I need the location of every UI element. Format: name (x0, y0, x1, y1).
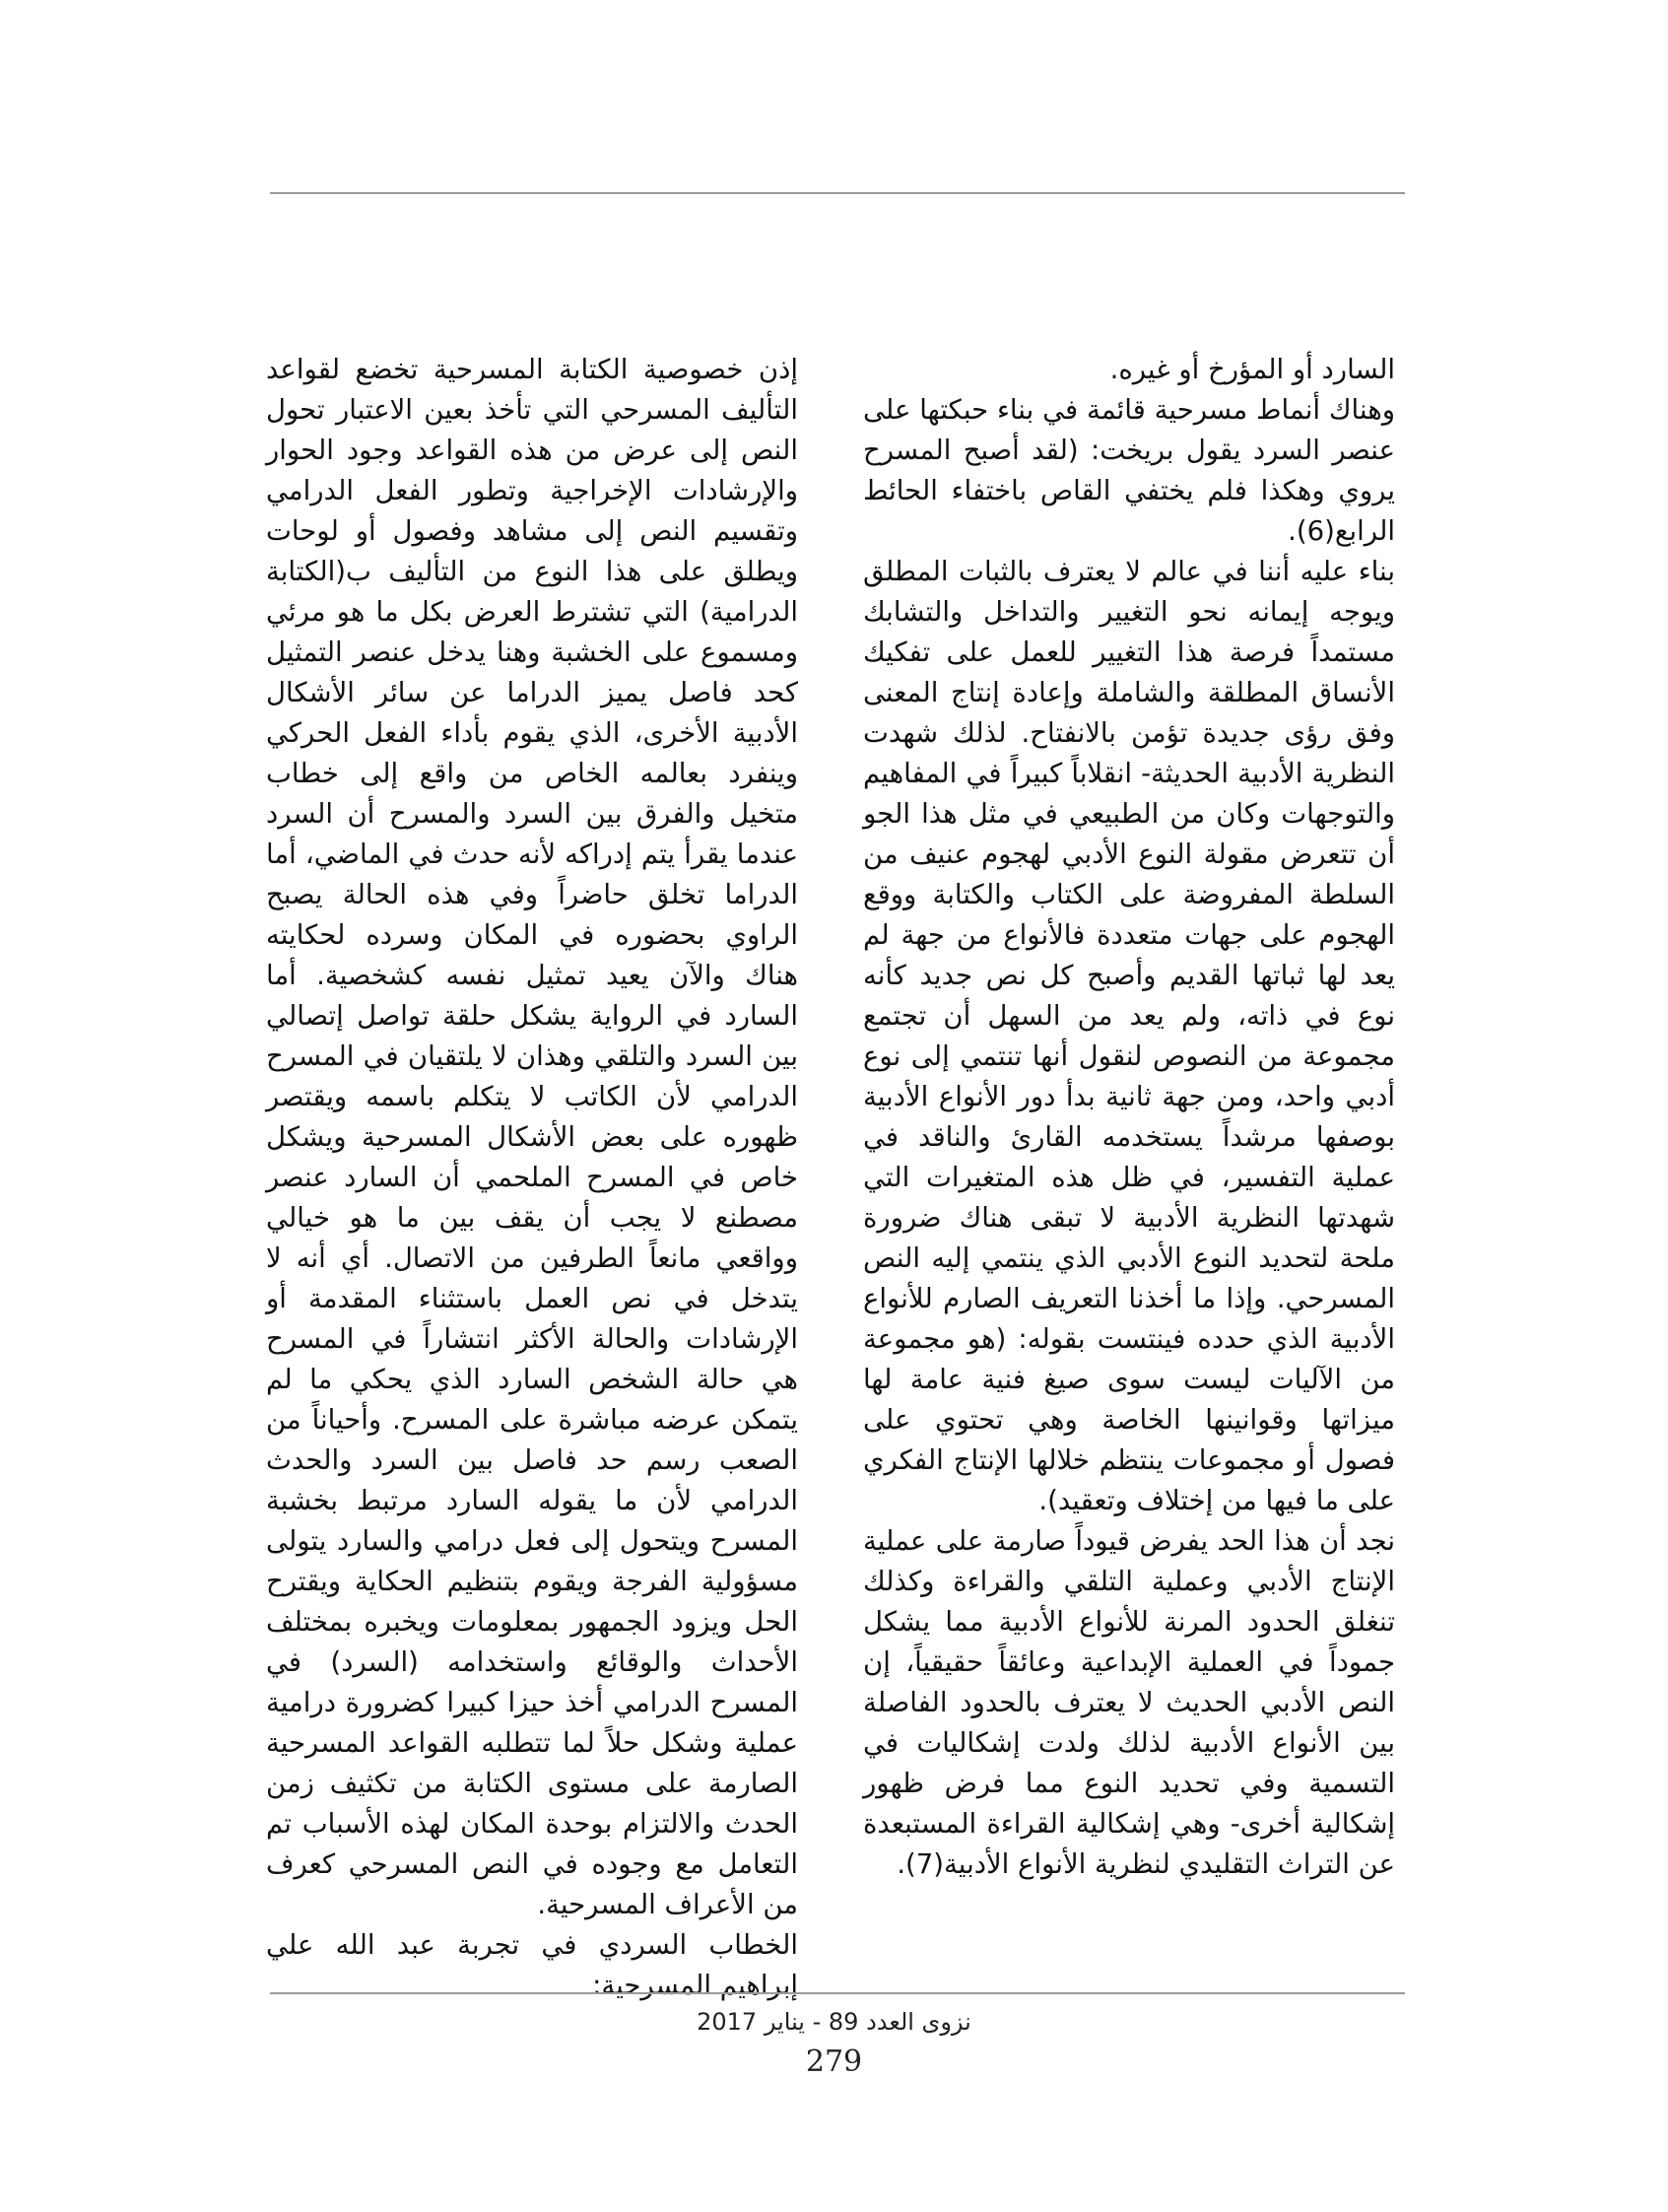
top-rule (270, 192, 1405, 194)
bottom-rule (270, 1992, 1405, 1994)
article-column-right (863, 350, 1395, 1885)
footer-issue-line: نزوى العدد 89 - يناير 2017 (697, 2008, 971, 2036)
paragraph: نجد أن هذا الحد يفرض قيوداً صارمة على عملية الإنتاج الأدبي وعملية التلقي والقراءة وكذلك تنغلق الحدود المرنة للأنواع الأدبية مما يشكل جموداً في العملية الإبداعية وعائقاً حقيقياً، إن النص الأدبي الحديث لا يعترف بالحدود الفاصلة بين الأنواع الأدبية لذلك ولدت إشكاليات في التسمية وفي تحديد النوع مما فرض ظهور إشكالية أخرى- وهي إشكالية القراءة المستبعدة عن التراث التقليدي لنظرية الأنواع الأدبية(7). (863, 1525, 1395, 1880)
paragraph: وهناك أنماط مسرحية قائمة في بناء حبكتها على عنصر السرد يقول بريخت: (لقد أصبح المسرح يروي وهكذا فلم يختفي القاص باختفاء الحائط الرابع(6). (863, 394, 1395, 547)
article-column-left (266, 350, 798, 2006)
paragraph: السارد أو المؤرخ أو غيره. (1109, 354, 1395, 385)
section-heading: الخطاب السردي في تجربة عبد الله علي إبراهيم المسرحية: (266, 1929, 798, 2001)
page-number: 279 (805, 2044, 863, 2079)
paragraph: بناء عليه أننا في عالم لا يعترف بالثبات المطلق ويوجه إيمانه نحو التغيير والتداخل والتشابك مستمداً فرصة هذا التغيير للعمل على تفكيك الأنساق المطلقة والشاملة وإعادة إنتاج المعنى وفق رؤى جديدة تؤمن بالانفتاح. لذلك شهدت النظرية الأدبية الحديثة- انقلاباً كبيراً في المفاهيم والتوجهات وكان من الطبيعي في مثل هذا الجو أن تتعرض مقولة النوع الأدبي لهجوم عنيف من السلطة المفروضة على الكتاب والكتابة ووقع الهجوم على جهات متعددة فالأنواع من جهة لم يعد لها ثباتها القديم وأصبح كل نص جديد كأنه نوع في ذاته، ولم يعد من السهل أن تجتمع مجموعة من النصوص لنقول أنها تنتمي إلى نوع أدبي واحد، ومن جهة ثانية بدأ دور الأنواع الأدبية بوصفها مرشداً يستخدمه القارئ والناقد في عملية التفسير، في ظل هذه المتغيرات التي شهدتها النظرية الأدبية لا تبقى هناك ضرورة ملحة لتحديد النوع الأدبي الذي ينتمي إليه النص المسرحي. وإذا ما أخذنا التعريف الصارم للأنواع الأدبية الذي حدده فينتست بقوله: (هو مجموعة من الآليات ليست سوى صيغ فنية عامة لها ميزاتها وقوانينها الخاصة وهي تحتوي على فصول أو مجموعات ينتظم خلالها الإنتاج الفكري على ما فيها من إختلاف وتعقيد). (863, 556, 1395, 1516)
paragraph: إذن خصوصية الكتابة المسرحية تخضع لقواعد التأليف المسرحي التي تأخذ بعين الاعتبار تحول النص إلى عرض من هذه القواعد وجود الحوار والإرشادات الإخراجية وتطور الفعل الدرامي وتقسيم النص إلى مشاهد وفصول أو لوحات ويطلق على هذا النوع من التأليف ب(الكتابة الدرامية) التي تشترط العرض بكل ما هو مرئي ومسموع على الخشبة وهنا يدخل عنصر التمثيل كحد فاصل يميز الدراما عن سائر الأشكال الأدبية الأخرى، الذي يقوم بأداء الفعل الحركي وينفرد بعالمه الخاص من واقع إلى خطاب متخيل والفرق بين السرد والمسرح أن السرد عندما يقرأ يتم إدراكه لأنه حدث في الماضي، أما الدراما تخلق حاضراً وفي هذه الحالة يصبح الراوي بحضوره في المكان وسرده لحكايته هناك والآن يعيد تمثيل نفسه كشخصية. أما السارد في الرواية يشكل حلقة تواصل إتصالي بين السرد والتلقي وهذان لا يلتقيان في المسرح الدرامي لأن الكاتب لا يتكلم باسمه ويقتصر ظهوره على بعض الأشكال المسرحية ويشكل خاص في المسرح الملحمي أن السارد عنصر مصطنع لا يجب أن يقف بين ما هو خيالي وواقعي مانعاً الطرفين من الاتصال. أي أنه لا يتدخل في نص العمل باستثناء المقدمة أو الإرشادات والحالة الأكثر انتشاراً في المسرح هي حالة الشخص السارد الذي يحكي ما لم يتمكن عرضه مباشرة على المسرح. وأحياناً من الصعب رسم حد فاصل بين السرد والحدث الدرامي لأن ما يقوله السارد مرتبط بخشبة المسرح ويتحول إلى فعل درامي والسارد يتولى مسؤولية الفرجة ويقوم بتنظيم الحكاية ويقترح الحل ويزود الجمهور بمعلومات ويخبره بمختلف الأحداث والوقائع واستخدامه (السرد) في المسرح الدرامي أخذ حيزا كبيرا كضرورة درامية عملية وشكل حلاً لما تتطلبه القواعد المسرحية الصارمة على مستوى الكتابة من تكثيف زمن الحدث والالتزام بوحدة المكان لهذه الأسباب تم التعامل مع وجوده في النص المسرحي كعرف من الأعراف المسرحية. (266, 354, 798, 1920)
